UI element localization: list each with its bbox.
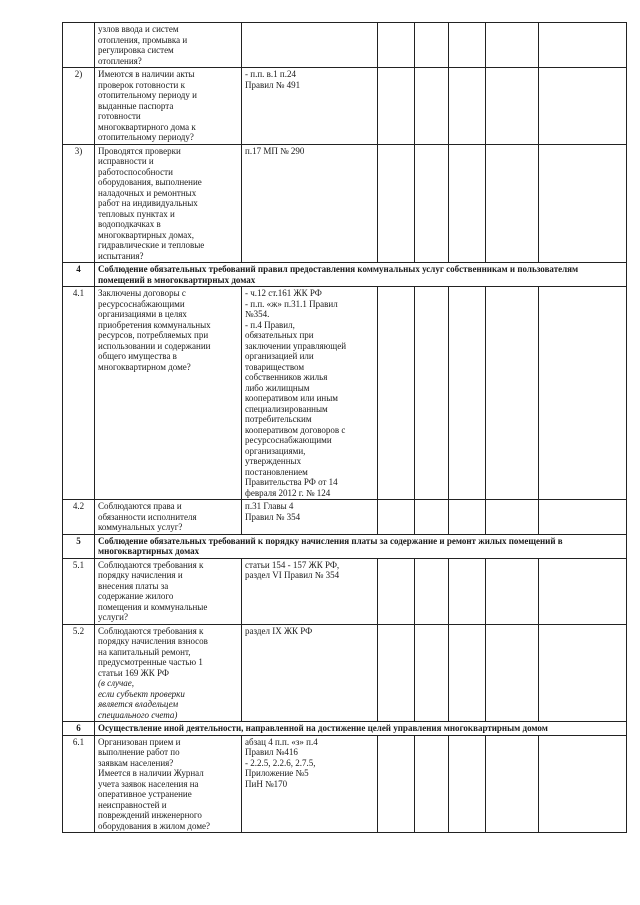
answer-yes-cell [378, 68, 415, 145]
section-title: Соблюдение обязательных требований к порядку начисления платы за содержание и ремонт жилых помещений в многоквартирных домах [95, 534, 627, 558]
answer-na-cell [449, 558, 486, 624]
question-text: Соблюдаются права и обязанности исполнителя коммунальных услуг? [98, 501, 197, 532]
answer-na-cell [449, 23, 486, 68]
reference-cell [242, 735, 378, 833]
item-number: 4.2 [63, 500, 95, 535]
question-text: Проводятся проверки исправности и работоспособности оборудования, выполнение наладочных и ремонтных работ на индивидуальных тепловых пунктах и водоподкачках в многоквартирных домах, гидравлические и тепловые испытания? [98, 145, 205, 261]
reference-text: раздел IX ЖК РФ [245, 625, 313, 636]
answer-yes-cell [378, 558, 415, 624]
reference-cell [242, 144, 378, 263]
question-note: (в случае, если субъект проверки является владельцем специального счета) [98, 678, 185, 720]
answer-extra-cell [486, 68, 539, 145]
reference-text: - ч.12 ст.161 ЖК РФ - п.п. «ж» п.31.1 Правил №354. - п.4 Правил, обязательных при заключении управляющей организацией или товариществом собственников жилья либо жилищным кооперативом или иным специализированным потребительским кооперативом договоров с ресурсоснабжающими организациями, утвержденных постановлением Правительства РФ от 14 февраля 2012 г. № 124 [245, 288, 347, 498]
answer-extra-cell [486, 558, 539, 624]
question-cell [95, 624, 242, 722]
notes-cell [539, 735, 627, 833]
table-row [63, 68, 627, 145]
answer-extra-cell [486, 287, 539, 500]
answer-extra-cell [486, 500, 539, 535]
answer-na-cell [449, 735, 486, 833]
notes-cell [539, 144, 627, 263]
question-cell [95, 144, 242, 263]
section-row [63, 534, 627, 558]
question-text: узлов ввода и систем отопления, промывка и регулировка систем отопления? [98, 24, 188, 66]
item-number: 5.2 [63, 624, 95, 722]
notes-cell [539, 500, 627, 535]
table-row [63, 23, 627, 68]
item-number: 2) [63, 68, 95, 145]
answer-yes-cell [378, 144, 415, 263]
answer-na-cell [449, 287, 486, 500]
item-number [63, 23, 95, 68]
section-title: Осуществление иной деятельности, направленной на достижение целей управления многоквартирным домом [95, 722, 627, 736]
question-cell [95, 287, 242, 500]
question-cell [95, 735, 242, 833]
answer-no-cell [415, 68, 449, 145]
table-row [63, 500, 627, 535]
reference-cell [242, 500, 378, 535]
notes-cell [539, 558, 627, 624]
answer-no-cell [415, 287, 449, 500]
reference-text: п.31 Главы 4 Правил № 354 [245, 501, 301, 522]
section-number: 4 [63, 263, 95, 287]
section-number: 5 [63, 534, 95, 558]
answer-na-cell [449, 144, 486, 263]
question-cell [95, 558, 242, 624]
answer-extra-cell [486, 23, 539, 68]
reference-cell [242, 23, 378, 68]
question-text: Соблюдаются требования к порядку начисления и внесения платы за содержание жилого помещения и коммунальные услуги? [98, 559, 208, 622]
reference-cell [242, 287, 378, 500]
notes-cell [539, 624, 627, 722]
reference-text: п.17 МП № 290 [245, 145, 305, 156]
table-row [63, 735, 627, 833]
question-cell [95, 68, 242, 145]
answer-no-cell [415, 144, 449, 263]
item-number: 3) [63, 144, 95, 263]
answer-extra-cell [486, 735, 539, 833]
answer-no-cell [415, 500, 449, 535]
section-number: 6 [63, 722, 95, 736]
answer-extra-cell [486, 144, 539, 263]
answer-yes-cell [378, 500, 415, 535]
question-text: Заключены договоры с ресурсоснабжающими организациями в целях приобретения коммунальных ресурсов, потребляемых при использовании и содержании общего имущества в многоквартирном доме? [98, 288, 211, 372]
answer-na-cell [449, 500, 486, 535]
question-text: Организован прием и выполнение работ по заявкам населения? Имеется в наличии Журнал учета заявок населения на оперативное устранение неисправностей и повреждений инженерного оборудования в жилом доме? [98, 736, 211, 831]
reference-cell [242, 68, 378, 145]
reference-cell [242, 624, 378, 722]
answer-no-cell [415, 735, 449, 833]
item-number: 4.1 [63, 287, 95, 500]
item-number: 6.1 [63, 735, 95, 833]
answer-yes-cell [378, 287, 415, 500]
section-title: Соблюдение обязательных требований правил предоставления коммунальных услуг собственникам и пользователям помещений в многоквартирных домах [95, 263, 627, 287]
question-text: Соблюдаются требования к порядку начисления взносов на капитальный ремонт, предусмотренные частью 1 статьи 169 ЖК РФ [98, 625, 208, 678]
notes-cell [539, 23, 627, 68]
notes-cell [539, 287, 627, 500]
question-text: Имеются в наличии акты проверок готовности к отопительному периоду и выданные паспорта готовности многоквартирного дома к отопительному периоду? [98, 69, 197, 142]
answer-na-cell [449, 624, 486, 722]
reference-cell [242, 558, 378, 624]
answer-extra-cell [486, 624, 539, 722]
reference-text: статьи 154 - 157 ЖК РФ, раздел VI Правил № 354 [245, 559, 340, 580]
section-row [63, 263, 627, 287]
table-row [63, 558, 627, 624]
reference-text: абзац 4 п.п. «з» п.4 Правил №416 - 2.2.5, 2.2.6, 2.7.5, Приложение №5 ПиН №170 [245, 736, 318, 789]
notes-cell [539, 68, 627, 145]
answer-na-cell [449, 68, 486, 145]
answer-yes-cell [378, 624, 415, 722]
answer-yes-cell [378, 735, 415, 833]
answer-yes-cell [378, 23, 415, 68]
table-row [63, 624, 627, 722]
reference-text: - п.п. в.1 п.24 Правил № 491 [245, 69, 301, 90]
item-number: 5.1 [63, 558, 95, 624]
answer-no-cell [415, 624, 449, 722]
table-row [63, 287, 627, 500]
answer-no-cell [415, 23, 449, 68]
question-cell [95, 23, 242, 68]
section-row [63, 722, 627, 736]
inspection-checklist-table [62, 22, 627, 833]
question-cell [95, 500, 242, 535]
answer-no-cell [415, 558, 449, 624]
table-row [63, 144, 627, 263]
